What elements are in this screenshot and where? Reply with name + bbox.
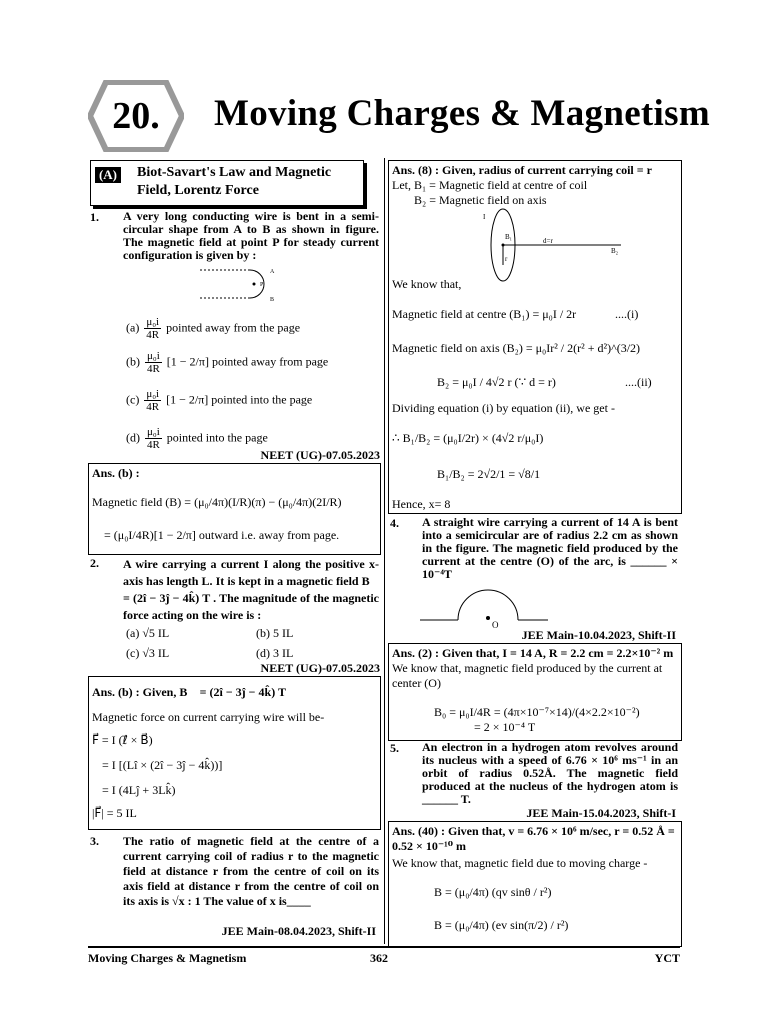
current-label: I [483, 213, 486, 221]
answer-line: Let, B₁ = Magnetic field at centre of coil [392, 178, 588, 192]
answer-line: ∴ B₁/B₂ = (μ₀I/2r) × (4√2 r/μ₀I) [392, 431, 544, 445]
radius-label: r [505, 255, 508, 263]
chapter-title: Moving Charges & Magnetism [214, 93, 710, 134]
answer-line: B₁/B₂ = 2√2/1 = √8/1 [437, 467, 541, 481]
question-text: A wire carrying a current I along the positive x-axis has length L. It is kept in a magnetic field B⃗ = (2î − 3ĵ − 4k̂) T . The magnitude of the magnetic force acting on the wire is : [123, 557, 379, 622]
centre-label: O [492, 620, 499, 628]
answer-line: B = (μ₀/4π) (ev sin(π/2) / r²) [434, 918, 569, 932]
answer-line: = (μ₀I/4R)[1 − 2/π] outward i.e. away from page. [104, 528, 340, 542]
option-b: (b) $\frac{\text{μ₀i}}{4R}$ [1 − 2/π] pointed away from page [126, 350, 329, 375]
option-d: (d) $\frac{\text{μ₀i}}{4R}$ pointed into the page [126, 426, 268, 451]
semicircle-wire-figure [200, 264, 280, 304]
answer-line: F⃗ = I (ℓ⃗ × B⃗) [92, 733, 153, 747]
page-footer [88, 946, 680, 970]
b1-label: B₁ [505, 233, 513, 241]
answer-heading: Ans. (40) : Given that, v = 6.76 × 10⁶ m/sec, r = 0.52 Å = 0.52 × 10⁻¹⁰ m [392, 824, 675, 853]
answer-line: = I (4Lĵ + 3Lk̂) [102, 783, 176, 797]
answer-box [88, 676, 381, 830]
option-c: (c) √3 IL [126, 646, 170, 660]
answer-heading: Ans. (b) : [92, 466, 140, 480]
answer-box [388, 643, 682, 741]
answer-line: Magnetic force on current carrying wire will be- [92, 710, 325, 724]
question-text: A very long conducting wire is bent in a semi-circular shape from A to B as shown in figure. The magnetic field at point P for steady current configuration is given by : [123, 209, 379, 262]
section-title-line1: Biot-Savart's Law and Magnetic [137, 165, 332, 180]
option-b: (b) 5 IL [256, 626, 294, 640]
question-text: A straight wire carrying a current of 14 A is bent into a semicircular are of radius 2.2 cm as shown in the figure. The magnetic field produced by the current at the centre (O) of the arc, is ______ × 10⁻⁴T [422, 515, 678, 581]
answer-line: We know that, [392, 277, 462, 291]
question-number: 5. [390, 741, 399, 755]
answer-line: B = (μ₀/4π) (qv sinθ / r²) [434, 885, 552, 899]
answer-line: B₂ = μ₀I / 4√2 r (∵ d = r) [437, 375, 556, 389]
answer-line: = 2 × 10⁻⁴ T [474, 720, 536, 734]
answer-line: Magnetic field on axis (B₂) = μ₀Ir² / 2(r² + d²)^(3/2) [392, 341, 641, 355]
distance-label: d=r [543, 237, 553, 245]
answer-line: B₀ = μ₀I/4R = (4π×10⁻⁷×14)/(4×2.2×10⁻²) [434, 705, 640, 719]
question-reference: NEET (UG)-07.05.2023 [260, 661, 380, 675]
answer-heading: Ans. (2) : Given that, I = 14 A, R = 2.2 cm = 2.2×10⁻² m [392, 646, 674, 660]
section-title-line2: Field, Lorentz Force [137, 183, 259, 198]
answer-heading: Ans. (8) : Given, radius of current carrying coil = r [392, 163, 652, 177]
answer-line: We know that, magnetic field due to moving charge - [392, 856, 648, 870]
equation-tag: ....(i) [615, 307, 639, 321]
question-number: 1. [90, 210, 99, 224]
question-number: 2. [90, 556, 99, 570]
answer-line: Magnetic field at centre (B₁) = μ₀I / 2r [392, 307, 577, 321]
b2-label: B₂ [611, 247, 619, 255]
footer-publisher: YCT [654, 951, 680, 965]
option-d: (d) 3 IL [256, 646, 294, 660]
coil-axis-figure [481, 207, 631, 287]
option-c: (c) $\frac{\text{μ₀i}}{4R}$ [1 − 2/π] pointed into the page [126, 388, 313, 413]
question-number: 4. [390, 516, 399, 530]
chapter-number: 20. [112, 95, 160, 137]
equation-tag: ....(ii) [625, 375, 652, 389]
svg-text:A: A [270, 269, 275, 275]
answer-box [88, 463, 381, 555]
question-reference: JEE Main-10.04.2023, Shift-II [521, 628, 676, 642]
svg-text:P: P [260, 282, 264, 288]
answer-line: B₂ = Magnetic field on axis [414, 193, 547, 207]
question-text: An electron in a hydrogen atom revolves around its nucleus with a speed of 6.76 × 10⁶ ms⁻¹ in an orbit of radius 0.52Å. The magnetic field produced at the nucleus of the hydrogen atom is ______ T. [422, 740, 678, 806]
answer-line: = I [(Lî × (2î − 3ĵ − 4k̂))] [102, 758, 223, 772]
answer-line: We know that, magnetic field produced by the current at center (O) [392, 661, 663, 690]
question-text: The ratio of magnetic field at the centre of a current carrying coil of radius r to the magnetic field at distance r from the centre of coil on its axis field at distance r from the centre of coil on its axis is √x : 1 The value of x is____ [123, 834, 379, 908]
footer-chapter: Moving Charges & Magnetism [88, 951, 247, 965]
answer-box [388, 821, 682, 947]
question-reference: JEE Main-15.04.2023, Shift-I [526, 806, 676, 820]
answer-box [388, 160, 682, 514]
answer-line: Hence, x= 8 [392, 497, 451, 511]
answer-heading: Ans. (b) : Given, B⃗ = (2î − 3ĵ − 4k̂) T [92, 685, 286, 699]
answer-line: Magnetic field (B) = (μ₀/4π)(I/R)(π) − (μ₀/4π)(2I/R) [92, 495, 342, 509]
option-a: (a) $\frac{\text{μ₀i}}{4R}$ pointed away from the page [126, 316, 301, 341]
section-label: (A) [95, 167, 121, 183]
answer-line: Dividing equation (i) by equation (ii), we get - [392, 401, 615, 415]
question-reference: JEE Main-08.04.2023, Shift-II [221, 924, 376, 938]
section-heading [90, 160, 364, 206]
column-divider [384, 158, 385, 944]
question-number: 3. [90, 834, 99, 848]
semicircle-arc-figure [420, 584, 550, 628]
answer-line: |F⃗| = 5 IL [92, 806, 137, 820]
option-a: (a) √5 IL [126, 626, 170, 640]
svg-text:B: B [270, 297, 275, 303]
page-number: 362 [370, 951, 388, 965]
question-reference: NEET (UG)-07.05.2023 [260, 448, 380, 462]
